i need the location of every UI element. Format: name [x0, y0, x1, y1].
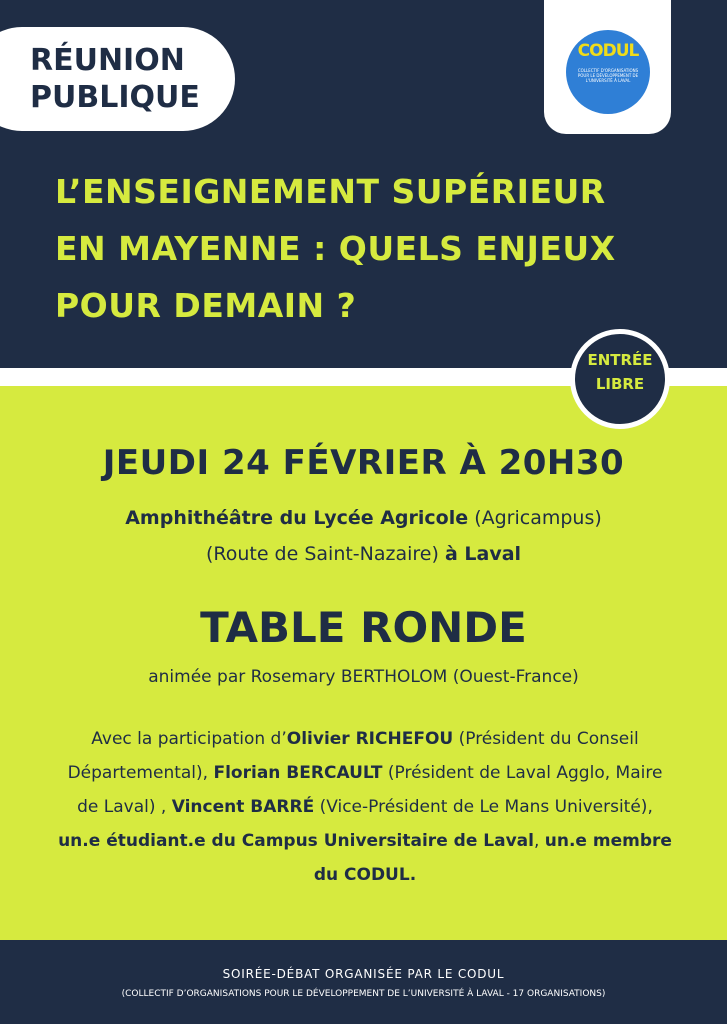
event-venue [0, 500, 727, 572]
headline-line-2: EN MAYENNE : QUELS ENJEUX [55, 229, 616, 268]
codul-logo-word: CODUL [577, 41, 639, 61]
moderator-line [0, 663, 727, 691]
footer-main: SOIRÉE-DÉBAT ORGANISÉE PAR LE CODUL [222, 967, 505, 981]
participants-paragraph [55, 722, 675, 892]
participant-3-role: (Vice-Président de Le Mans Université), [314, 797, 653, 817]
participant-separator: , [533, 831, 545, 851]
participant-1-name: Olivier RICHEFOU [286, 729, 454, 749]
participant-3-name: Vincent BARRÉ [171, 797, 315, 817]
participant-2-role: (Président de Laval Agglo, Maire de Laval) , [77, 763, 663, 817]
pill-line-1: RÉUNION [30, 43, 185, 78]
reunion-publique-label [30, 42, 200, 116]
participant-1-role: (Président du Conseil Départemental), [67, 729, 639, 783]
headline-line-1: L’ENSEIGNEMENT SUPÉRIEUR [55, 172, 606, 211]
codul-logo-tagline: COLLECTIF D'ORGANISATIONS POUR LE DÉVELOPPEMENT DE L'UNIVERSITÉ À LAVAL [577, 68, 639, 83]
event-date: JEUDI 24 FÉVRIER À 20H30 [102, 443, 625, 483]
venue-road: (Route de Saint-Nazaire) [205, 543, 439, 565]
headline-line-3: POUR DEMAIN ? [55, 286, 357, 325]
footer-band [0, 940, 727, 1024]
participant-2-name: Florian BERCAULT [213, 763, 383, 783]
venue-city: à Laval [444, 543, 522, 565]
pill-line-2: PUBLIQUE [30, 80, 200, 115]
moderator-name: animée par Rosemary BERTHOLOM [148, 667, 448, 687]
participant-4: un.e étudiant.e du Campus Universitaire de Laval [58, 831, 534, 851]
venue-name: Amphithéâtre du Lycée Agricole [125, 507, 469, 529]
entree-libre-text [570, 348, 670, 396]
headline [55, 163, 695, 334]
moderator-org: (Ouest-France) [452, 667, 579, 687]
participant-5: un.e membre du CODUL. [313, 831, 672, 885]
participants-intro: Avec la participation d’ [91, 729, 287, 749]
footer-sub: (COLLECTIF D’ORGANISATIONS POUR LE DÉVELOPPEMENT DE L’UNIVERSITÉ À LAVAL - 17 ORGANISATIONS) [121, 989, 606, 999]
table-ronde-title: TABLE RONDE [200, 603, 527, 652]
badge-line-1: ENTRÉE [587, 351, 653, 369]
badge-line-2: LIBRE [595, 375, 645, 393]
venue-paren: (Agricampus) [474, 507, 602, 529]
